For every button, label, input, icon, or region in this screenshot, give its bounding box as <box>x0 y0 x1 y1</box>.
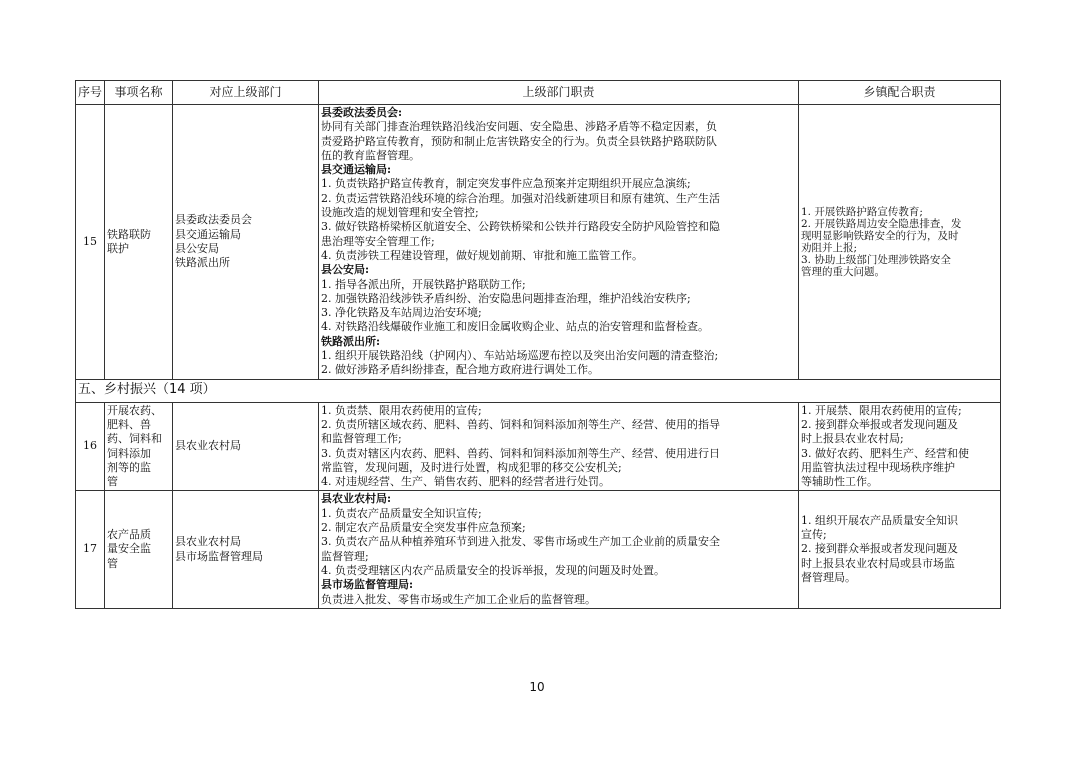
item-line: 农产品质 <box>107 528 151 542</box>
town-line: 2. 接到群众举报或者发现问题及 <box>801 417 958 431</box>
duty-line: 和监督管理工作; <box>321 432 402 446</box>
header-item: 事项名称 <box>105 81 173 105</box>
duties-cell <box>319 402 799 491</box>
item-line: 铁路联防 <box>107 227 151 241</box>
duty-line: 2. 制定农产品质量安全突发事件应急预案; <box>321 521 526 535</box>
town-duties-cell <box>799 491 1001 608</box>
duty-line: 责爱路护路宣传教育，预防和制止危害铁路安全的行为。负责全县铁路护路联防队 <box>321 134 717 148</box>
dept-line: 县市场监督管理局 <box>175 549 263 563</box>
item-line: 饲料添加 <box>107 446 151 460</box>
dept-list <box>173 105 319 380</box>
section-row <box>76 379 1001 402</box>
duty-line: 协同有关部门排查治理铁路沿线治安问题、安全隐患、涉路矛盾等不稳定因素，负 <box>321 120 717 134</box>
town-line: 1. 组织开展农产品质量安全知识 <box>801 513 958 527</box>
town-line: 等辅助性工作。 <box>801 475 878 489</box>
duty-line: 1. 组织开展铁路沿线（护网内）、车站站场巡逻布控以及突出治安问题的清查整治; <box>321 349 719 363</box>
item-line: 开展农药、 <box>107 403 162 417</box>
duty-line: 设施改造的规划管理和安全管控; <box>321 206 479 220</box>
page-number: 10 <box>529 680 545 694</box>
item-line: 联护 <box>107 241 129 255</box>
duty-line: 常监管，发现问题，及时进行处置，构成犯罪的移交公安机关; <box>321 460 622 474</box>
item-line: 量安全监 <box>107 542 151 556</box>
town-line: 2. 接到群众举报或者发现问题及 <box>801 542 958 556</box>
duty-dept-name: 县农业农村局: <box>321 492 392 506</box>
row-number: 17 <box>76 491 105 608</box>
section-title: 五、乡村振兴（14 项） <box>76 379 1001 402</box>
item-line: 管 <box>107 556 118 570</box>
duty-line: 负责进入批发、零售市场或生产加工企业后的监督管理。 <box>321 592 596 606</box>
town-line: 用监管执法过程中现场秩序维护 <box>801 460 955 474</box>
row-number: 16 <box>76 402 105 491</box>
duty-table <box>75 80 1001 609</box>
duty-dept-name: 县市场监督管理局: <box>321 578 414 592</box>
duty-line: 1. 负责禁、限用农药使用的宣传; <box>321 403 482 417</box>
duty-line: 伍的教育监督管理。 <box>321 148 420 162</box>
duty-line: 患治理等安全管理工作; <box>321 234 435 248</box>
table-row <box>76 491 1001 608</box>
duty-line: 3. 做好铁路桥梁桥区航道安全、公跨铁桥梁和公铁并行路段安全防护风险管控和隐 <box>321 220 720 234</box>
row-number: 15 <box>76 105 105 380</box>
duties-cell <box>319 105 799 380</box>
duty-line: 3. 负责对辖区内农药、肥料、兽药、饲料和饲料添加剂等生产、经营、使用进行日 <box>321 446 720 460</box>
duty-dept-name: 县交通运输局: <box>321 163 392 177</box>
duty-dept-name: 县委政法委员会: <box>321 106 403 119</box>
duty-line: 2. 负责运营铁路沿线环境的综合治理。加强对沿线新建项目和原有建筑、生产生活 <box>321 191 720 205</box>
dept-line: 县委政法委员会 <box>175 213 252 227</box>
table-row <box>76 105 1001 380</box>
town-line: 2. 开展铁路周边安全隐患排查，发 <box>801 217 962 230</box>
duty-dept-name: 铁路派出所: <box>321 334 381 348</box>
town-line: 督管理局。 <box>801 571 856 585</box>
header-dept: 对应上级部门 <box>173 81 319 105</box>
town-line: 宣传; <box>801 528 827 542</box>
dept-line: 县公安局 <box>175 241 219 255</box>
duty-line: 4. 负责受理辖区内农产品质量安全的投诉举报，发现的问题及时处置。 <box>321 563 665 577</box>
duty-line: 2. 负责所辖区域农药、肥料、兽药、饲料和饲料添加剂等生产、经营、使用的指导 <box>321 417 720 431</box>
item-line: 肥料、兽 <box>107 417 151 431</box>
town-line: 时上报县农业农村局; <box>801 432 904 446</box>
duty-line: 1. 指导各派出所，开展铁路护路联防工作; <box>321 277 526 291</box>
header-town: 乡镇配合职责 <box>799 81 1001 105</box>
duty-line: 监督管理; <box>321 549 369 563</box>
dept-line: 县农业农村局 <box>175 439 241 453</box>
dept-line: 县交通运输局 <box>175 227 241 241</box>
item-line: 药、饲料和 <box>107 432 162 446</box>
duty-line: 3. 负责农产品从种植养殖环节到进入批发、零售市场或生产加工企业前的质量安全 <box>321 535 720 549</box>
item-line: 管 <box>107 475 118 489</box>
duty-line: 4. 对铁路沿线爆破作业施工和废旧金属收购企业、站点的治安管理和监督检查。 <box>321 320 709 334</box>
duty-line: 4. 对违规经营、生产、销售农药、肥料的经营者进行处罚。 <box>321 475 610 489</box>
town-line: 管理的重大问题。 <box>801 265 885 278</box>
header-row <box>76 81 1001 105</box>
town-line: 劝阻并上报; <box>801 241 858 254</box>
dept-line: 铁路派出所 <box>175 256 230 270</box>
town-duties-cell <box>799 105 1001 380</box>
duties-cell <box>319 491 799 608</box>
duty-line: 2. 做好涉路矛盾纠纷排查，配合地方政府进行调处工作。 <box>321 363 599 377</box>
item-name <box>105 402 173 491</box>
item-line: 剂等的监 <box>107 460 151 474</box>
duty-line: 2. 加强铁路沿线涉铁矛盾纠纷、治安隐患问题排查治理，维护沿线治安秩序; <box>321 291 691 305</box>
town-line: 现明显影响铁路安全的行为，及时 <box>801 229 959 242</box>
town-line: 3. 协助上级部门处理涉铁路安全 <box>801 253 951 266</box>
header-no: 序号 <box>76 81 105 105</box>
item-name <box>105 105 173 380</box>
dept-line: 县农业农村局 <box>175 535 241 549</box>
dept-list <box>173 402 319 491</box>
duty-line: 4. 负责涉铁工程建设管理，做好规划前期、审批和施工监管工作。 <box>321 248 643 262</box>
duty-line: 1. 负责农产品质量安全知识宣传; <box>321 506 482 520</box>
dept-list <box>173 491 319 608</box>
duty-line: 3. 净化铁路及车站周边治安环境; <box>321 306 482 320</box>
header-duties: 上级部门职责 <box>319 81 799 105</box>
town-duties-cell <box>799 402 1001 491</box>
table-row <box>76 402 1001 491</box>
town-line: 1. 开展铁路护路宣传教育; <box>801 205 923 218</box>
item-name <box>105 491 173 608</box>
town-line: 3. 做好农药、肥料生产、经营和使 <box>801 446 969 460</box>
duty-line: 1. 负责铁路护路宣传教育，制定突发事件应急预案并定期组织开展应急演练; <box>321 177 691 191</box>
duty-dept-name: 县公安局: <box>321 263 370 277</box>
town-line: 时上报县农业农村局或县市场监 <box>801 556 955 570</box>
town-line: 1. 开展禁、限用农药使用的宣传; <box>801 403 962 417</box>
